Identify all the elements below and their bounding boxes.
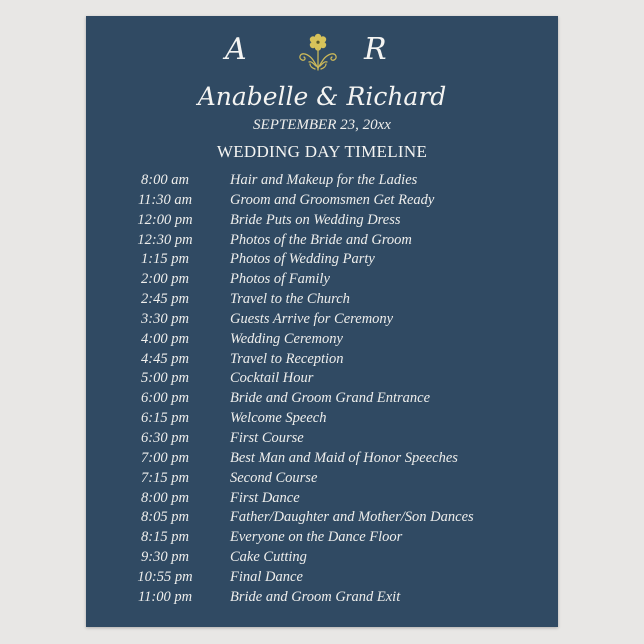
- timeline-row: [86, 350, 558, 370]
- timeline-event: First Dance: [230, 489, 300, 506]
- timeline-row: [86, 568, 558, 588]
- timeline-row: [86, 171, 558, 191]
- timeline-row: [86, 588, 558, 608]
- timeline-time: 9:30 pm: [141, 549, 189, 566]
- timeline-time: 6:30 pm: [141, 429, 189, 446]
- timeline-event: Father/Daughter and Mother/Son Dances: [230, 509, 474, 526]
- timeline-time: 5:00 pm: [141, 370, 189, 387]
- timeline-time: 4:45 pm: [141, 350, 189, 367]
- wedding-date: SEPTEMBER 23, 20xx: [253, 117, 391, 133]
- timeline-row: [86, 211, 558, 231]
- timeline-event: Bride and Groom Grand Exit: [230, 588, 401, 605]
- timeline-event: Final Dance: [230, 568, 303, 585]
- timeline-event: Photos of the Bride and Groom: [230, 231, 412, 248]
- timeline-time: 8:05 pm: [141, 509, 189, 526]
- timeline-event: Everyone on the Dance Floor: [230, 529, 403, 546]
- timeline-time: 2:00 pm: [141, 271, 189, 288]
- timeline-event: Hair and Makeup for the Ladies: [230, 172, 418, 188]
- timeline-time: 6:00 pm: [141, 390, 189, 407]
- timeline-row: [86, 528, 558, 548]
- timeline-row: [86, 409, 558, 429]
- couple-names: Anabelle & Richard: [197, 82, 447, 111]
- timeline-time: 10:55 pm: [137, 568, 193, 585]
- timeline-time: 7:15 pm: [141, 469, 189, 486]
- timeline-time: 12:00 pm: [137, 211, 193, 228]
- timeline-event: Guests Arrive for Ceremony: [230, 310, 394, 327]
- timeline-event: Welcome Speech: [230, 410, 327, 427]
- monogram-initial-right: R: [364, 32, 387, 67]
- page-title: WEDDING DAY TIMELINE: [216, 142, 428, 161]
- timeline-row: [86, 231, 558, 251]
- timeline-row: [86, 191, 558, 211]
- timeline-event: Travel to Reception: [230, 350, 344, 367]
- timeline-time: 12:30 pm: [137, 231, 193, 248]
- timeline-event: First Course: [230, 429, 304, 446]
- timeline-row: [86, 489, 558, 509]
- timeline-time: 2:45 pm: [141, 291, 189, 308]
- timeline-row: [86, 389, 558, 409]
- timeline-event: Wedding Ceremony: [230, 330, 343, 347]
- timeline-time: 1:15 pm: [141, 251, 189, 268]
- timeline-event: Travel to the Church: [230, 291, 350, 308]
- timeline-row: [86, 369, 558, 389]
- timeline-row: [86, 548, 558, 568]
- timeline-row: [86, 469, 558, 489]
- timeline-row: [86, 330, 558, 350]
- timeline-row: [86, 508, 558, 528]
- timeline-time: 4:00 pm: [141, 330, 189, 347]
- timeline-time: 3:30 pm: [141, 310, 189, 327]
- monogram-initial-left: A: [225, 32, 247, 67]
- timeline-row: [86, 270, 558, 290]
- timeline-event: Bride and Groom Grand Entrance: [230, 390, 431, 407]
- timeline-time: 7:00 pm: [141, 449, 189, 466]
- timeline-row: [86, 290, 558, 310]
- timeline-event: Second Course: [230, 469, 318, 486]
- timeline-row: [86, 449, 558, 469]
- timeline-event: Bride Puts on Wedding Dress: [230, 211, 401, 228]
- timeline-event: Photos of Wedding Party: [230, 251, 375, 268]
- timeline-row: [86, 310, 558, 330]
- timeline-row: [86, 429, 558, 449]
- timeline-event: Cake Cutting: [230, 549, 307, 566]
- timeline-event: Groom and Groomsmen Get Ready: [230, 191, 435, 208]
- timeline-time: 11:30 am: [137, 191, 193, 208]
- monogram: [86, 32, 558, 72]
- timeline-time: 8:00 pm: [141, 489, 189, 506]
- timeline-list: [86, 171, 558, 608]
- timeline-card: [86, 16, 558, 627]
- timeline-time: 6:15 pm: [141, 410, 189, 427]
- timeline-event: Best Man and Maid of Honor Speeches: [230, 449, 458, 466]
- timeline-time: 8:15 pm: [141, 529, 189, 546]
- flower-ornament-icon: [290, 32, 346, 72]
- timeline-time: 8:00 am: [141, 172, 189, 188]
- timeline-row: [86, 250, 558, 270]
- timeline-time: 11:00 pm: [137, 588, 193, 605]
- timeline-event: Cocktail Hour: [230, 370, 314, 387]
- timeline-event: Photos of Family: [230, 271, 330, 288]
